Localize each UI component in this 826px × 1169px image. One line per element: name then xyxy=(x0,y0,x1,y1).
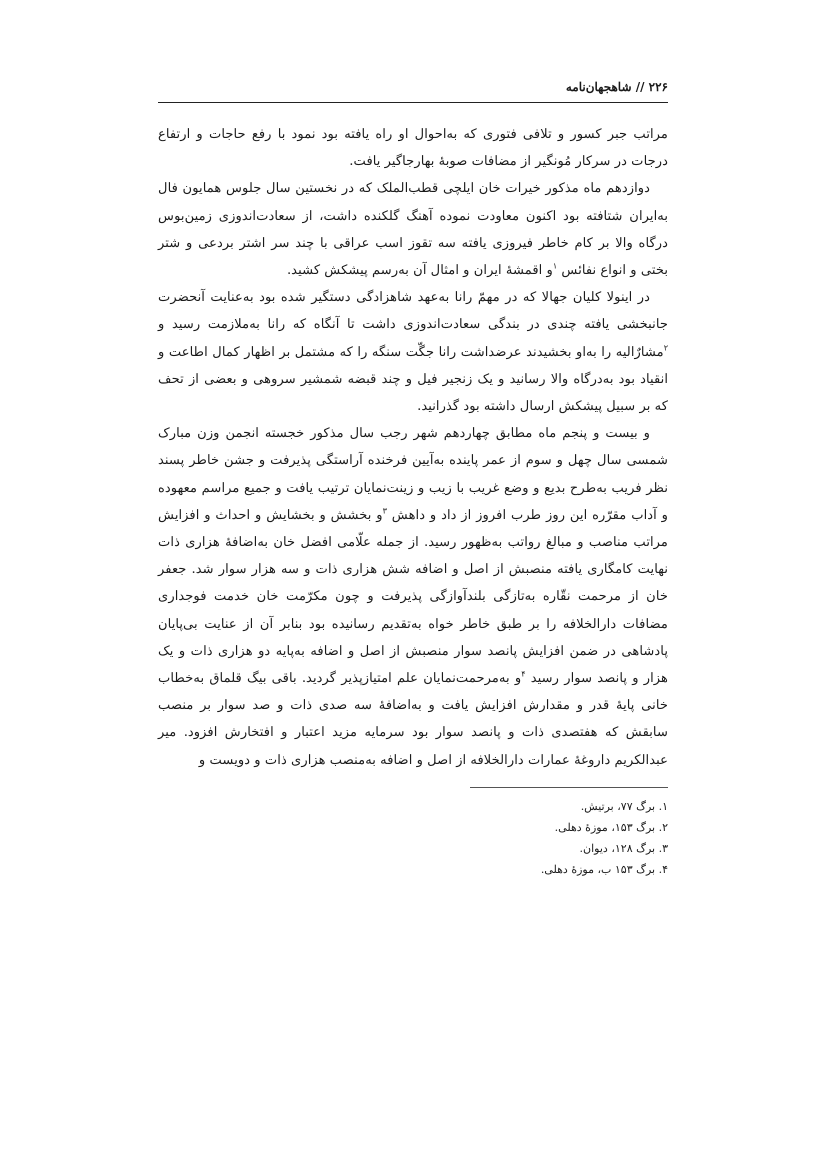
page-number: ۲۲۶ xyxy=(648,80,668,94)
footnote-marker: ۱ xyxy=(552,261,558,271)
footnote-item: ۴. برگ ۱۵۳ ب، موزهٔ دهلی. xyxy=(540,863,668,876)
paragraph xyxy=(158,420,668,774)
footnote-item: ۲. برگ ۱۵۳، موزهٔ دهلی. xyxy=(554,821,668,834)
footnote-item: ۳. برگ ۱۲۸، دیوان. xyxy=(579,842,668,855)
footnotes xyxy=(158,796,668,880)
paragraph-text: مشارٌالیه را به‌او بخشیدند عرضداشت رانا جگّت سنگه را که مشتمل بر اظهار کمال اطاعت و انقیاد بود به‌درگاه والا رسانید و یک زنجیر فیل و چند قبضه شمشیر سروهی و بعضی از تحف که بر سبیل پیشکش ارسال داشته بود گذرانید. xyxy=(158,344,668,415)
book-title: شاهجهان‌نامه xyxy=(565,80,632,94)
paragraph-text: مراتب جبر کسور و تلافی فتوری که به‌احوال او راه یافته بود نمود با رفع حاجات و ارتفاع درجات در سرکار مُونگیر از مضافات صوبهٔ بهارجاگیر یافت. xyxy=(158,127,668,170)
paragraph xyxy=(158,284,668,420)
footnote-marker: ۴ xyxy=(521,669,526,679)
header-separator: // xyxy=(635,80,645,94)
footnote-marker: ۲ xyxy=(663,343,668,353)
running-header xyxy=(158,80,668,103)
footnote-divider xyxy=(470,787,668,788)
paragraph-text: در اینولا کلیان جهالا که در مهمّ رانا به‌عهد شاهزادگی دستگیر شده بود به‌عنایت آنحضرت جانبخشی یافته چندی در بندگی سعادت‌اندوزی داشت تا آنگاه که رانا به‌ملازمت رسید و xyxy=(158,290,668,333)
paragraph xyxy=(158,175,668,284)
paragraph-text: و بخشش و بخشایش و احداث و افزایش مراتب مناصب و مبالغ رواتب به‌ظهور رسید. از جمله علّامی افضل خان به‌اضافهٔ هزاری ذات نهایت کامگاری یافته منصبش از اصل و اضافه شش هزاری ذات و سه هزار سوار شد. جعفر خان از مرحمت نقّاره به‌تازگی بلندآوازگی پذیرفت و چون مکرّمت خان خدمت فوجداری مضافات دارالخلافه را بر طبق خاطر خواه به‌تقدیم رسانیده بود بنابر آن از عنایت بی‌پایان پادشاهی در ضمن افزایش پانصد سوار منصبش از اصل و اضافه به‌پایه دو هزاری ذات و یک هزار و پانصد سوار رسید xyxy=(158,507,668,687)
paragraph-text: و اقمشهٔ ایران و امثال آن به‌رسم پیشکش کشید. xyxy=(286,263,553,279)
paragraph-text: و به‌مرحمت‌نمایان علم امتیازپذیر گردید. باقی بیگ قلماق به‌خطاب خانی پایهٔ قدر و مقدارش افزایش یافت و به‌اضافهٔ سه صدی ذات و صد سوار بر منصب سابقش که هفتصدی ذات و پانصد سوار بود سرمایه مزید اعتبار و افتخارش افزود. میر عبدالکریم داروغهٔ عمارات دارالخلافه از اصل و اضافه به‌منصب هزاری ذات و دویست و xyxy=(158,671,668,768)
main-text xyxy=(158,121,668,774)
footnote-marker: ۳ xyxy=(382,506,387,516)
paragraph xyxy=(158,121,668,175)
paragraph-text: و بیست و پنجم ماه مطابق چهاردهم شهر رجب سال مذکور خجسته انجمن وزن مبارک شمسی سال چهل و سوم از عمر پاینده به‌آیین فرخنده آراستگی پذیرفت و جشن خاطر پسند نظر فریب به‌طرح بدیع و وضع غریب با زیب و زینت‌نمایان ترتیب یافت و جمیع مراسم معهوده و آداب مقرّره این روز طرب افروز از داد و داهش xyxy=(158,426,668,523)
footnote-item: ۱. برگ ۷۷، برتیش. xyxy=(580,800,668,813)
paragraph-text: دوازدهم ماه مذکور خیرات خان ایلچی قطب‌الملک که در نخستین سال جلوس همایون فال به‌ایران شتافته بود اکنون معاودت نموده آهنگ گلکنده داشت، از سعادت‌اندوزی زمین‌بوس درگاه والا بر کام خاطر فیروزی یافته سه تقوز اسب عراقی با چند سر اشتر بردعی و شتر بختی و انواع نفائس xyxy=(158,181,668,279)
